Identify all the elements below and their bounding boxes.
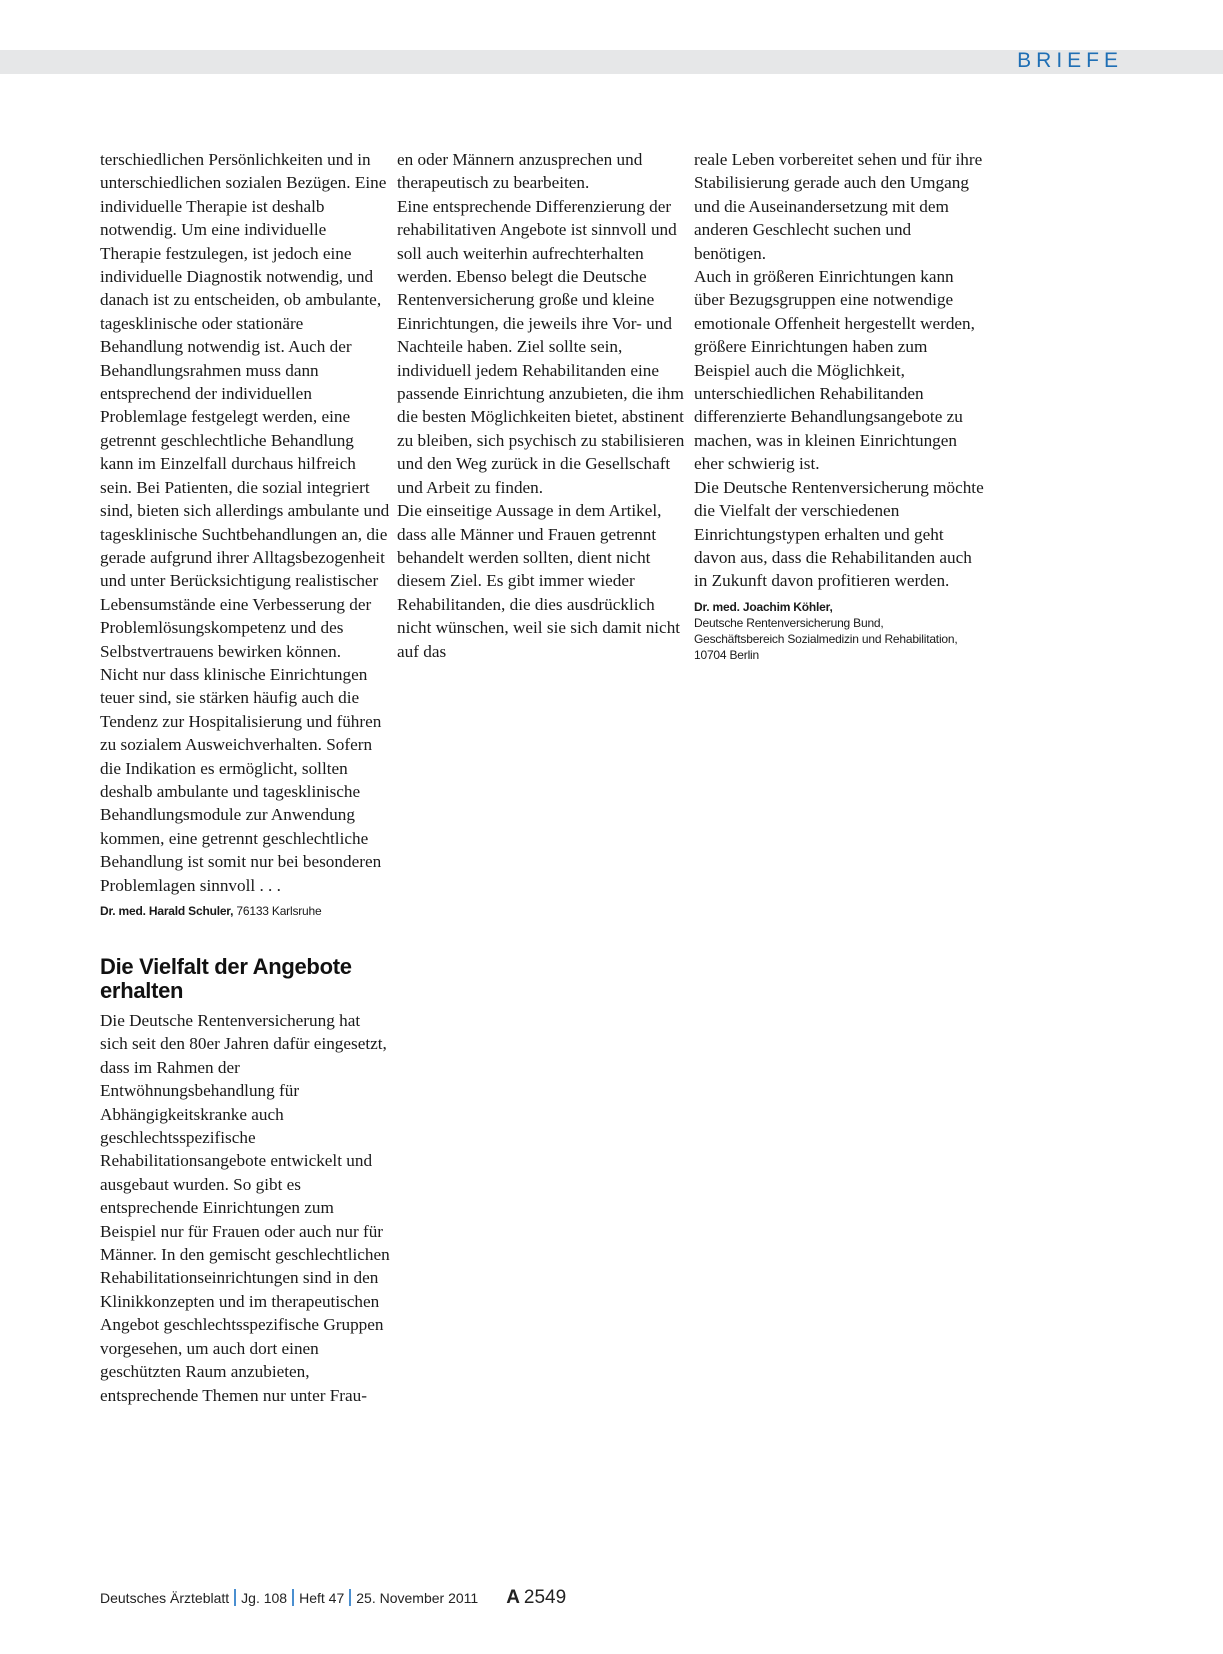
paragraph: reale Leben vorbereitet sehen und für ihre Stabilisierung gerade auch den Umgang und die Auseinandersetzung mit dem anderen Geschlecht suchen und benötigen. xyxy=(694,150,983,263)
author-department: Geschäftsbereich Sozialmedizin und Rehabilitation, xyxy=(694,631,958,646)
issue-date: 25. November 2011 xyxy=(356,1590,479,1606)
paragraph: Auch in größeren Einrichtungen kann über Bezugsgruppen eine notwendige emotionale Offenheit hergestellt werden, größere Einrichtungen haben zum Beispiel auch die Möglichkeit, unterschiedlichen Rehabilitanden differenzierte Behandlungsangebote zu machen, was in kleinen Einrichtungen eher schwierig ist. xyxy=(694,267,975,474)
footer-separator xyxy=(234,1589,236,1606)
page-number: 2549 xyxy=(523,1587,567,1608)
author-name: Dr. med. Joachim Köhler, xyxy=(694,599,833,614)
author-signature xyxy=(100,903,390,919)
column-1 xyxy=(100,148,390,1407)
paragraph: Nicht nur dass klinische Einrichtungen teuer sind, sie stärken häufig auch die Tendenz zur Hospitalisierung und führen zu sozialem Ausweichverhalten. Sofern die Indikation es ermöglicht, sollten deshalb ambulante und tagesklinische Behandlungsmodule zur Anwendung kommen, eine getrennt geschlechtliche Behandlung ist somit nur bei besonderen Problemlagen sinnvoll . . . xyxy=(100,664,382,895)
journal-name: Deutsches Ärzteblatt xyxy=(100,1590,230,1606)
letter-heading: Die Vielfalt der Angebote erhalten xyxy=(100,954,352,1003)
paragraph: en oder Männern anzusprechen und therapeutisch zu bearbeiten. xyxy=(397,150,643,193)
issue: Heft 47 xyxy=(299,1590,345,1606)
author-affiliation: Deutsche Rentenversicherung Bund, xyxy=(694,615,884,630)
footer-separator xyxy=(292,1589,294,1606)
author-signature xyxy=(694,599,984,663)
paragraph: Die einseitige Aussage in dem Artikel, dass alle Männer und Frauen getrennt behandelt werden sollten, dient nicht diesem Ziel. Es gibt immer wieder Rehabilitanden, die dies ausdrücklich nicht wünschen, weil sie sich damit nicht auf das xyxy=(397,501,681,661)
author-name: Dr. med. Harald Schuler, xyxy=(100,904,234,918)
page-footer xyxy=(100,1586,566,1609)
author-place: 76133 Karlsruhe xyxy=(233,904,322,918)
author-address: 10704 Berlin xyxy=(694,647,759,662)
column-3 xyxy=(694,148,984,663)
page-prefix: A xyxy=(506,1587,520,1608)
column-2 xyxy=(397,148,687,663)
section-label: BRIEFE xyxy=(1017,49,1123,72)
paragraph: Die Deutsche Rentenversicherung hat sich seit den 80er Jahren dafür eingesetzt, dass im Rahmen der Entwöhnungsbehandlung für Abhängigkeitskranke auch geschlechtsspezifische Rehabilitationsangebote entwickelt und ausgebaut wurden. So gibt es entsprechende Einrichtungen zum Beispiel nur für Frauen oder auch nur für Männer. In den gemischt geschlechtlichen Rehabilitationseinrichtungen sind in den Klinikkonzepten und im therapeutischen Angebot geschlechtsspezifische Gruppen vorgesehen, um auch dort einen geschützten Raum anzubieten, entsprechende Themen nur unter Frau- xyxy=(100,1011,390,1405)
volume: Jg. 108 xyxy=(241,1590,288,1606)
paragraph: terschiedlichen Persönlichkeiten und in unterschiedlichen sozialen Bezügen. Eine individuelle Therapie ist deshalb notwendig. Um eine individuelle Therapie festzulegen, ist jedoch eine individuelle Diagnostik notwendig, und danach ist zu entscheiden, ob ambulante, tagesklinische oder stationäre Behandlung notwendig ist. Auch der Behandlungsrahmen muss dann entsprechend der individuellen Problemlage festgelegt werden, eine getrennt geschlechtliche Behandlung kann im Einzelfall durchaus hilfreich sein. Bei Patienten, die sozial integriert sind, bieten sich allerdings ambulante und tagesklinische Suchtbehandlungen an, die gerade aufgrund ihrer Alltagsbezogenheit und unter Berücksichtigung realistischer Lebensumstände eine Verbesserung der Problemlösungskompetenz und des Selbstvertrauens bewirken können. xyxy=(100,150,390,661)
footer-separator xyxy=(349,1589,351,1606)
paragraph: Die Deutsche Rentenversicherung möchte die Vielfalt der verschiedenen Einrichtungstypen erhalten und geht davon aus, dass die Rehabilitanden auch in Zukunft davon profitieren werden. xyxy=(694,477,984,591)
paragraph: Eine entsprechende Differenzierung der rehabilitativen Angebote ist sinnvoll und soll auch weiterhin aufrechterhalten werden. Ebenso belegt die Deutsche Rentenversicherung große und kleine Einrichtungen, die jeweils ihre Vor- und Nachteile haben. Ziel sollte sein, individuell jedem Rehabilitanden eine passende Einrichtung anzubieten, die ihm die besten Möglichkeiten bietet, abstinent zu bleiben, sich psychisch zu stabilisieren und den Weg zurück in die Gesellschaft und Arbeit zu finden. xyxy=(397,196,685,497)
